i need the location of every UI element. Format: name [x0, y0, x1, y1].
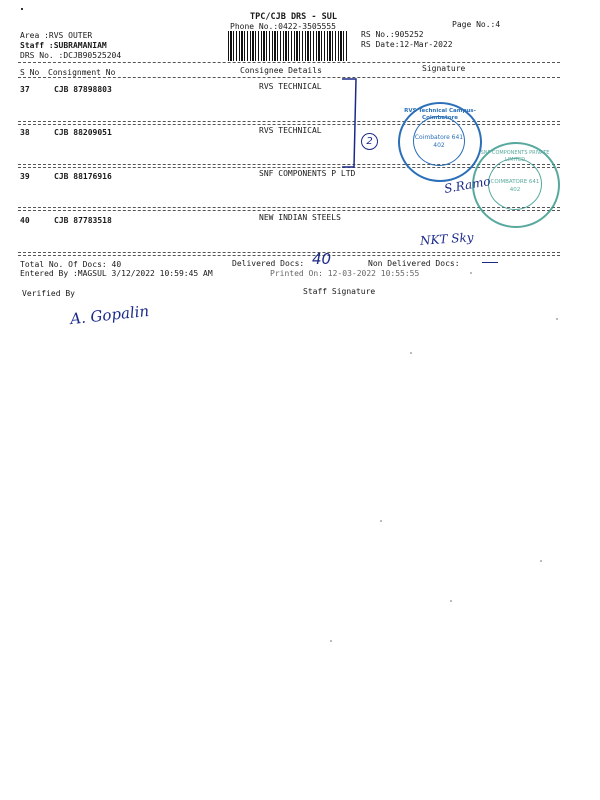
row-consignment: CJB 88209051	[54, 128, 112, 137]
scan-speck	[540, 560, 542, 562]
scan-speck	[330, 640, 332, 642]
stamp1-center: Coimbatore 641 402	[414, 134, 464, 149]
row-consignee: SNF COMPONENTS P LTD	[259, 169, 356, 178]
divider	[18, 77, 560, 78]
scan-speck	[450, 600, 452, 602]
scan-speck	[556, 318, 558, 320]
verified-by-label: Verified By	[22, 289, 75, 298]
row-consignment: CJB 88176916	[54, 172, 112, 181]
row-sno: 37	[20, 85, 30, 94]
divider	[18, 255, 560, 256]
col-header-sno: S No	[20, 68, 40, 77]
rs-number: RS No.:905252	[361, 30, 424, 39]
scan-speck	[380, 520, 382, 522]
non-delivered-dash	[482, 262, 498, 263]
verifier-signature: A. Gopalin	[69, 301, 150, 329]
area-field: Area :RVS OUTER	[20, 31, 93, 40]
delivered-docs-value: 40	[312, 250, 332, 268]
row-consignment: CJB 87898803	[54, 85, 112, 94]
scan-speck	[21, 8, 23, 10]
rs-date: RS Date:12-Mar-2022	[361, 40, 453, 49]
divider	[18, 210, 560, 211]
drs-number: DRS No. :DCJB90525204	[20, 51, 122, 60]
row-sno: 39	[20, 172, 30, 181]
divider	[18, 62, 560, 63]
barcode	[228, 31, 348, 61]
staff-field: Staff :SUBRAMANIAM	[20, 41, 107, 50]
rvs-campus-stamp	[398, 102, 482, 182]
signature-row-39: S.Ramo	[443, 174, 492, 196]
signature-row-40: NKT Sky	[419, 230, 474, 248]
col-header-consignee: Consignee Details	[240, 66, 322, 75]
col-header-consignment: Consignment No	[48, 68, 116, 77]
row-consignee: NEW INDIAN STEELS	[259, 213, 341, 222]
divider	[18, 124, 560, 125]
phone-number: Phone No.:0422-3505555	[230, 22, 336, 31]
total-docs: Total No. Of Docs: 40	[20, 260, 122, 269]
row-consignee: RVS TECHNICAL	[259, 126, 322, 135]
row-consignment: CJB 87783518	[54, 216, 112, 225]
row-sno: 40	[20, 216, 30, 225]
handwritten-note: 2	[361, 133, 378, 150]
scan-speck	[470, 272, 472, 274]
divider	[18, 252, 560, 253]
staff-signature-label: Staff Signature	[303, 287, 376, 296]
handwritten-bracket	[338, 75, 363, 171]
entered-by: Entered By :MAGSUL 3/12/2022 10:59:45 AM	[20, 269, 213, 278]
stamp2-top: SNF COMPONENTS PRIVATE LIMITED	[480, 150, 550, 163]
col-header-signature: Signature	[422, 64, 466, 73]
non-delivered-docs-label: Non Delivered Docs:	[368, 259, 460, 268]
document-title: TPC/CJB DRS - SUL	[250, 12, 337, 22]
stamp2-center: COIMBATORE 641 402	[490, 179, 540, 193]
stamp1-top: RVS Technical Campus-Coimbatore	[404, 108, 476, 121]
delivered-docs-label: Delivered Docs:	[232, 259, 305, 268]
row-sno: 38	[20, 128, 30, 137]
row-consignee: RVS TECHNICAL	[259, 82, 322, 91]
printed-on: Printed On: 12-03-2022 10:55:55	[270, 269, 420, 278]
scan-speck	[410, 352, 412, 354]
page-number: Page No.:4	[452, 20, 501, 29]
